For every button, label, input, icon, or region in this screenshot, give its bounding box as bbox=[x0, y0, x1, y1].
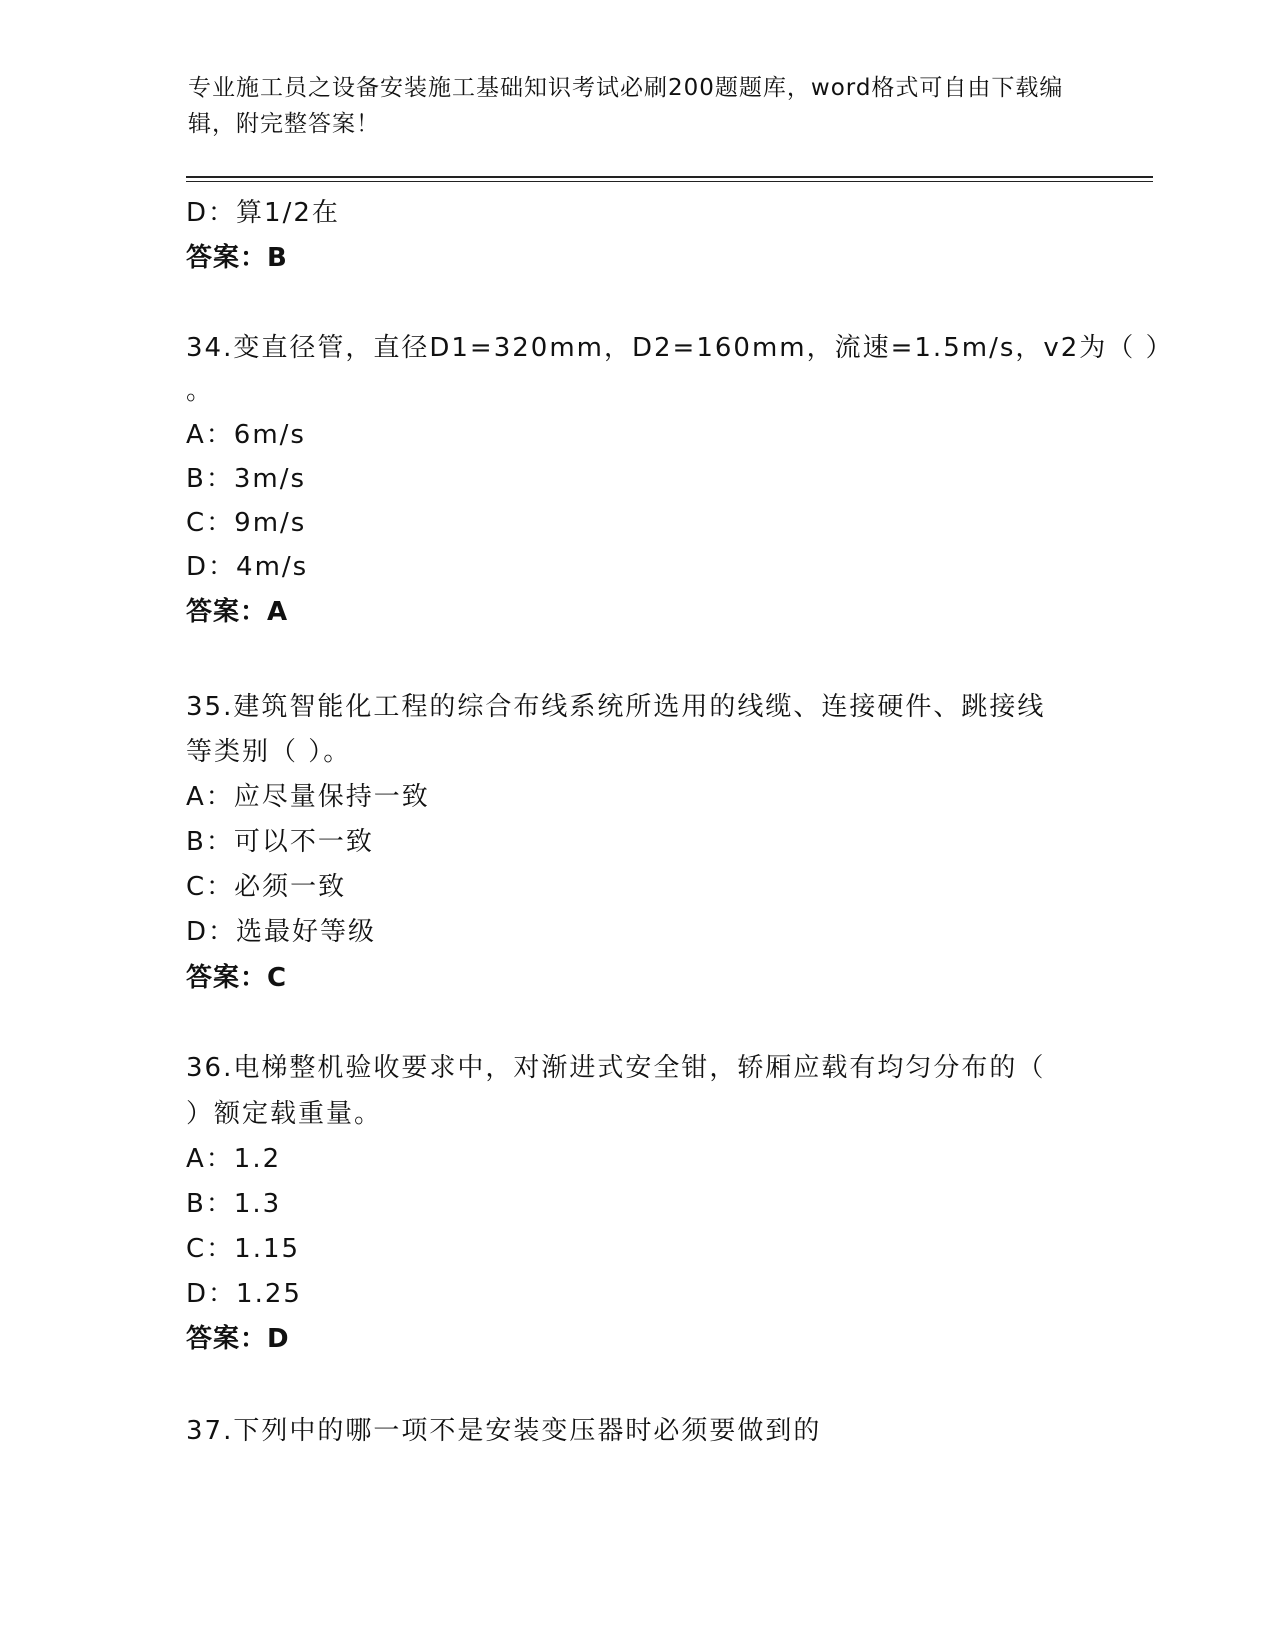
option-c: C：必须一致 bbox=[186, 872, 347, 902]
option-c: C：9m/s bbox=[186, 508, 307, 538]
option-b: B：3m/s bbox=[186, 464, 307, 494]
option-d: D：选最好等级 bbox=[186, 917, 377, 947]
question-stem-continued: ）额定载重量。 bbox=[186, 1099, 383, 1129]
answer: 答案：B bbox=[186, 243, 288, 273]
question-stem: 37.下列中的哪一项不是安装变压器时必须要做到的 bbox=[186, 1416, 822, 1446]
answer: 答案：D bbox=[186, 1324, 290, 1354]
header-divider-bottom bbox=[186, 181, 1153, 182]
document-header: 专业施工员之设备安装施工基础知识考试必刷200题题库，word格式可自由下载编辑，附完整答案！ bbox=[188, 75, 1064, 137]
option-d: D：1.25 bbox=[186, 1279, 302, 1309]
option-b: B：可以不一致 bbox=[186, 827, 374, 857]
answer: 答案：C bbox=[186, 963, 288, 993]
option-d: D：4m/s bbox=[186, 552, 309, 582]
option-a: A：1.2 bbox=[186, 1144, 282, 1174]
question-stem-continued: 等类别（ ）。 bbox=[186, 737, 352, 767]
question-stem: 34.变直径管，直径D1=320mm，D2=160mm，流速=1.5m/s，v2为（ ） bbox=[186, 333, 1174, 363]
option-d: D：算1/2在 bbox=[186, 198, 340, 228]
option-a: A：6m/s bbox=[186, 420, 306, 450]
question-stem-continued: 。 bbox=[186, 376, 215, 406]
question-stem: 35.建筑智能化工程的综合布线系统所选用的线缆、连接硬件、跳接线 bbox=[186, 692, 1046, 722]
answer: 答案：A bbox=[186, 597, 289, 627]
question-stem: 36.电梯整机验收要求中，对渐进式安全钳，轿厢应载有均匀分布的（ bbox=[186, 1053, 1046, 1083]
option-b: B：1.3 bbox=[186, 1189, 282, 1219]
option-a: A：应尽量保持一致 bbox=[186, 782, 430, 812]
option-c: C：1.15 bbox=[186, 1234, 301, 1264]
header-divider-top bbox=[186, 176, 1153, 178]
